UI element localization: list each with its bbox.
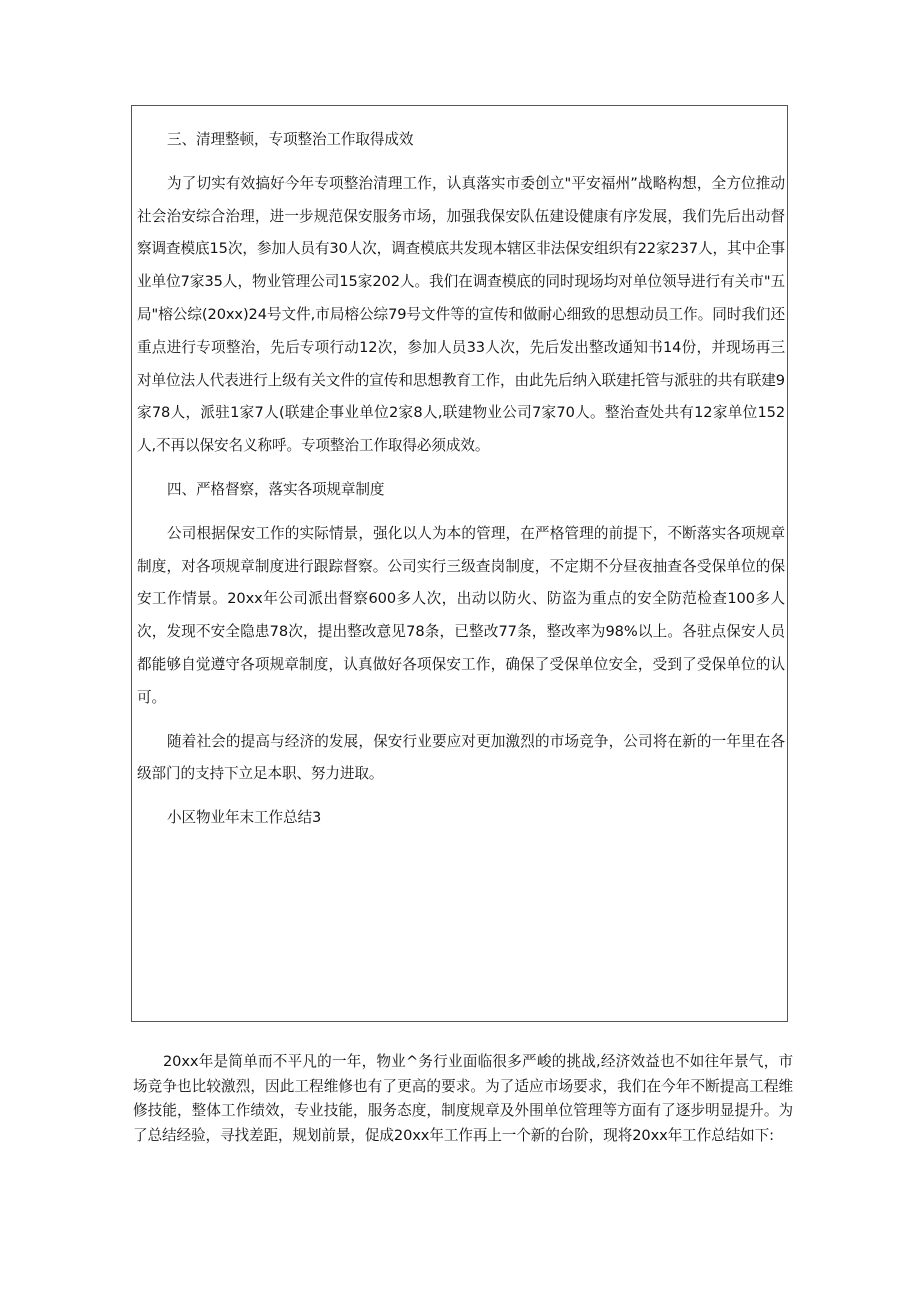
bordered-text-box xyxy=(131,105,788,1022)
section-4-heading: 四、严格督察，落实各项规章制度 xyxy=(167,480,385,498)
closing-paragraph: 随着社会的提高与经济的发展，保安行业要应对更加激烈的市场竞争，公司将在新的一年里在各级部门的支持下立足本职、努力进取。 xyxy=(137,732,785,783)
section-3-paragraph: 为了切实有效搞好今年专项整治清理工作，认真落实市委创立"平安福州”战略构想，全方位推动社会治安综合治理，进一步规范保安服务市场，加强我保安队伍建设健康有序发展，我们先后出动督察调查模底15次，参加人员有30人次，调查模底共发现本辖区非法保安组织有22家237人，其中企事业单位7家35人，物业管理公司15家202人。我们在调查模底的同时现场均对单位领导进行有关市"五局"榕公综(20xx)24号文件,市局榕公综79号文件等的宣传和做耐心细致的思想动员工作。同时我们还重点进行专项整治，先后专项行动12次，参加人员33人次，先后发出整改通知书14份，并现场再三对单位法人代表进行上级有关文件的宣传和思想教育工作，由此先后纳入联建托管与派驻的共有联建9家78人，派驻1家7人(联建企事业单位2家8人,联建物业公司7家70人。整治查处共有12家单位152人,不再以保安名义称呼。专项整治工作取得必须成效。 xyxy=(137,174,785,455)
section-3-heading: 三、清理整顿，专项整治工作取得成效 xyxy=(167,131,414,148)
next-document-title: 小区物业年末工作总结3 xyxy=(167,809,322,827)
section-4-paragraph: 公司根据保安工作的实际情景，强化以人为本的管理，在严格管理的前提下，不断落实各项规章制度，对各项规章制度进行跟踪督察。公司实行三级查岗制度，不定期不分昼夜抽查各受保单位的保安工作情景。20xx年公司派出督察600多人次，出动以防火、防盗为重点的安全防范检查100多人次，发现不安全隐患78次，提出整改意见78条，已整改77条，整改率为98%以上。各驻点保安人员都能够自觉遵守各项规章制度，认真做好各项保安工作，确保了受保单位安全，受到了受保单位的认可。 xyxy=(137,524,785,706)
box-content xyxy=(137,124,785,835)
intro-section xyxy=(133,1050,793,1148)
intro-paragraph: 20xx年是简单而不平凡的一年，物业^务行业面临很多严峻的挑战,经济效益也不如往年景气，市场竞争也比较激烈，因此工程维修也有了更高的要求。为了适应市场要求，我们在今年不断提高工程维修技能，整体工作绩效，专业技能，服务态度，制度规章及外围单位管理等方面有了逐步明显提升。为了总结经验，寻找差距，规划前景，促成20xx年工作再上一个新的台阶，现将20xx年工作总结如下: xyxy=(133,1053,793,1144)
